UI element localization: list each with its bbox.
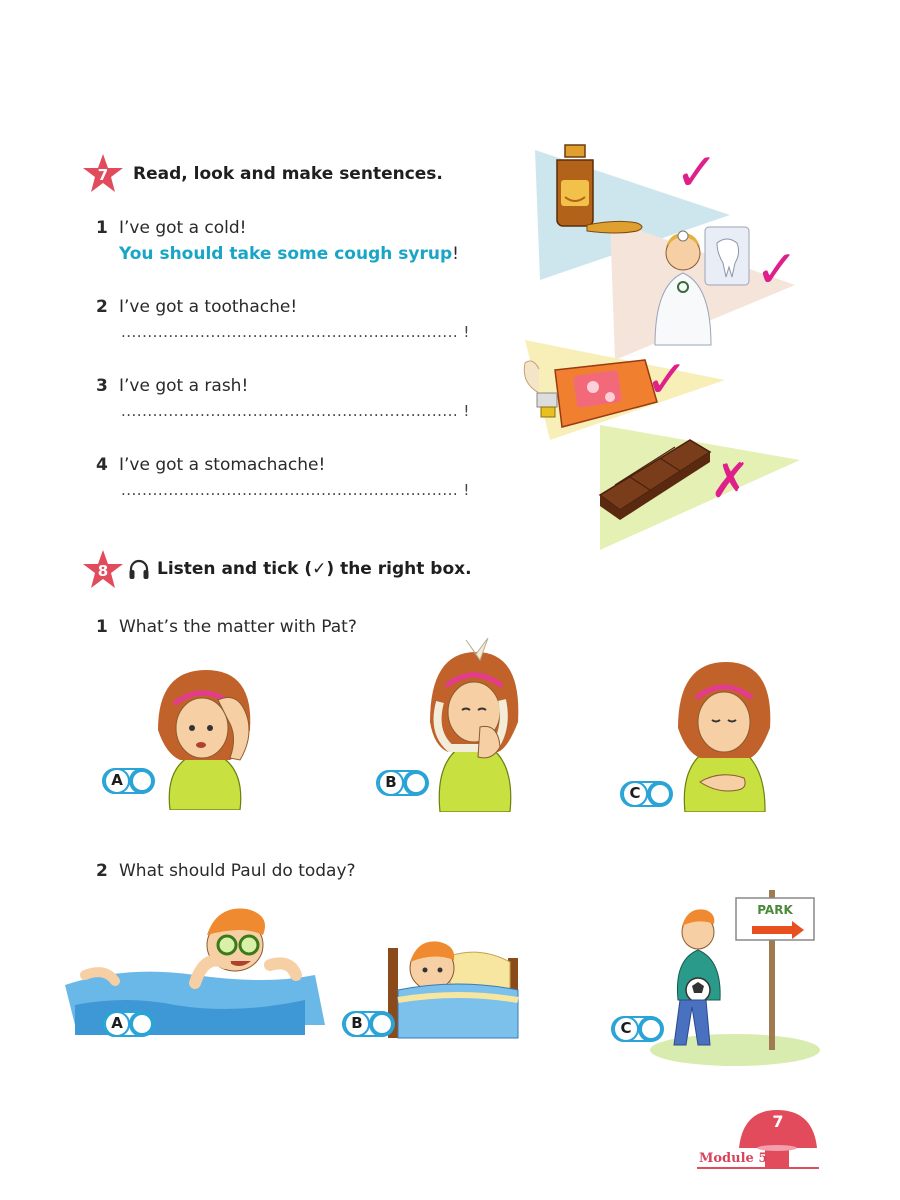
module-label: Module 5: [699, 1151, 768, 1166]
q1-option-b[interactable]: [376, 770, 428, 796]
item-2-answer-blank[interactable]: ................................................................ !: [121, 323, 470, 341]
exercise-7-star-badge: [82, 153, 124, 195]
page-number: 7: [772, 1112, 784, 1131]
cream-check-icon: ✓: [645, 350, 689, 410]
q1-option-a-tick-box[interactable]: [129, 768, 155, 794]
exercise-8-number: 8: [97, 562, 109, 580]
item-3-number: 3: [96, 376, 108, 396]
dentist-check-icon: ✓: [755, 240, 799, 300]
q1-option-c[interactable]: [620, 781, 672, 807]
item-2-number: 2: [96, 297, 108, 317]
item-1-number: 1: [96, 218, 108, 238]
item-1-answer: You should take some cough syrup: [119, 244, 453, 264]
chocolate-cross-icon: ✗: [710, 453, 751, 509]
pat-headache-image: [140, 660, 270, 810]
item-1-answer-end: !: [452, 244, 459, 264]
paul-in-bed-image: [380, 928, 525, 1043]
exercise-7-number: 7: [97, 166, 109, 184]
item-4-answer-blank[interactable]: ................................................................ !: [121, 481, 470, 499]
question-2-text: What should Paul do today?: [119, 861, 356, 881]
item-1-answer-line: [119, 244, 459, 264]
q2-option-b[interactable]: [342, 1011, 394, 1037]
item-4-text: I’ve got a stomachache!: [119, 455, 326, 475]
paul-swimming-image: [55, 905, 330, 1040]
paul-park-image: [650, 890, 820, 1070]
item-3-text: I’ve got a rash!: [119, 376, 249, 396]
q1-option-a-letter: A: [104, 768, 130, 794]
q1-option-c-tick-box[interactable]: [647, 781, 673, 807]
q2-option-c[interactable]: [611, 1016, 663, 1042]
q2-option-c-letter: C: [613, 1016, 639, 1042]
q1-option-b-tick-box[interactable]: [403, 770, 429, 796]
item-4-number: 4: [96, 455, 108, 475]
footer-rule: [697, 1167, 819, 1169]
q2-option-a[interactable]: [102, 1011, 154, 1037]
q1-option-a[interactable]: [102, 768, 154, 794]
q2-option-b-letter: B: [344, 1011, 370, 1037]
question-2-number: 2: [96, 861, 108, 881]
exercise-7-title: Read, look and make sentences.: [133, 164, 443, 184]
item-3-answer-blank[interactable]: ................................................................ !: [121, 402, 470, 420]
exercise-8-star-badge: [82, 549, 124, 591]
q1-option-b-letter: B: [378, 770, 404, 796]
question-1-number: 1: [96, 617, 108, 637]
item-1-text: I’ve got a cold!: [119, 218, 247, 238]
park-sign-text: PARK: [757, 903, 793, 917]
remedies-illustration: [515, 135, 815, 560]
q2-option-b-tick-box[interactable]: [369, 1011, 395, 1037]
headphones-icon: [127, 557, 151, 581]
q2-option-a-letter: A: [104, 1011, 130, 1037]
exercise-8-title: Listen and tick (✓) the right box.: [157, 559, 472, 579]
item-2-text: I’ve got a toothache!: [119, 297, 298, 317]
q1-option-c-letter: C: [622, 781, 648, 807]
pat-stomachache-image: [660, 652, 790, 812]
pat-toothache-image: [410, 622, 540, 812]
q2-option-a-tick-box[interactable]: [129, 1011, 155, 1037]
q2-option-c-tick-box[interactable]: [638, 1016, 664, 1042]
question-1-text: What’s the matter with Pat?: [119, 617, 357, 637]
syrup-check-icon: ✓: [675, 143, 719, 203]
